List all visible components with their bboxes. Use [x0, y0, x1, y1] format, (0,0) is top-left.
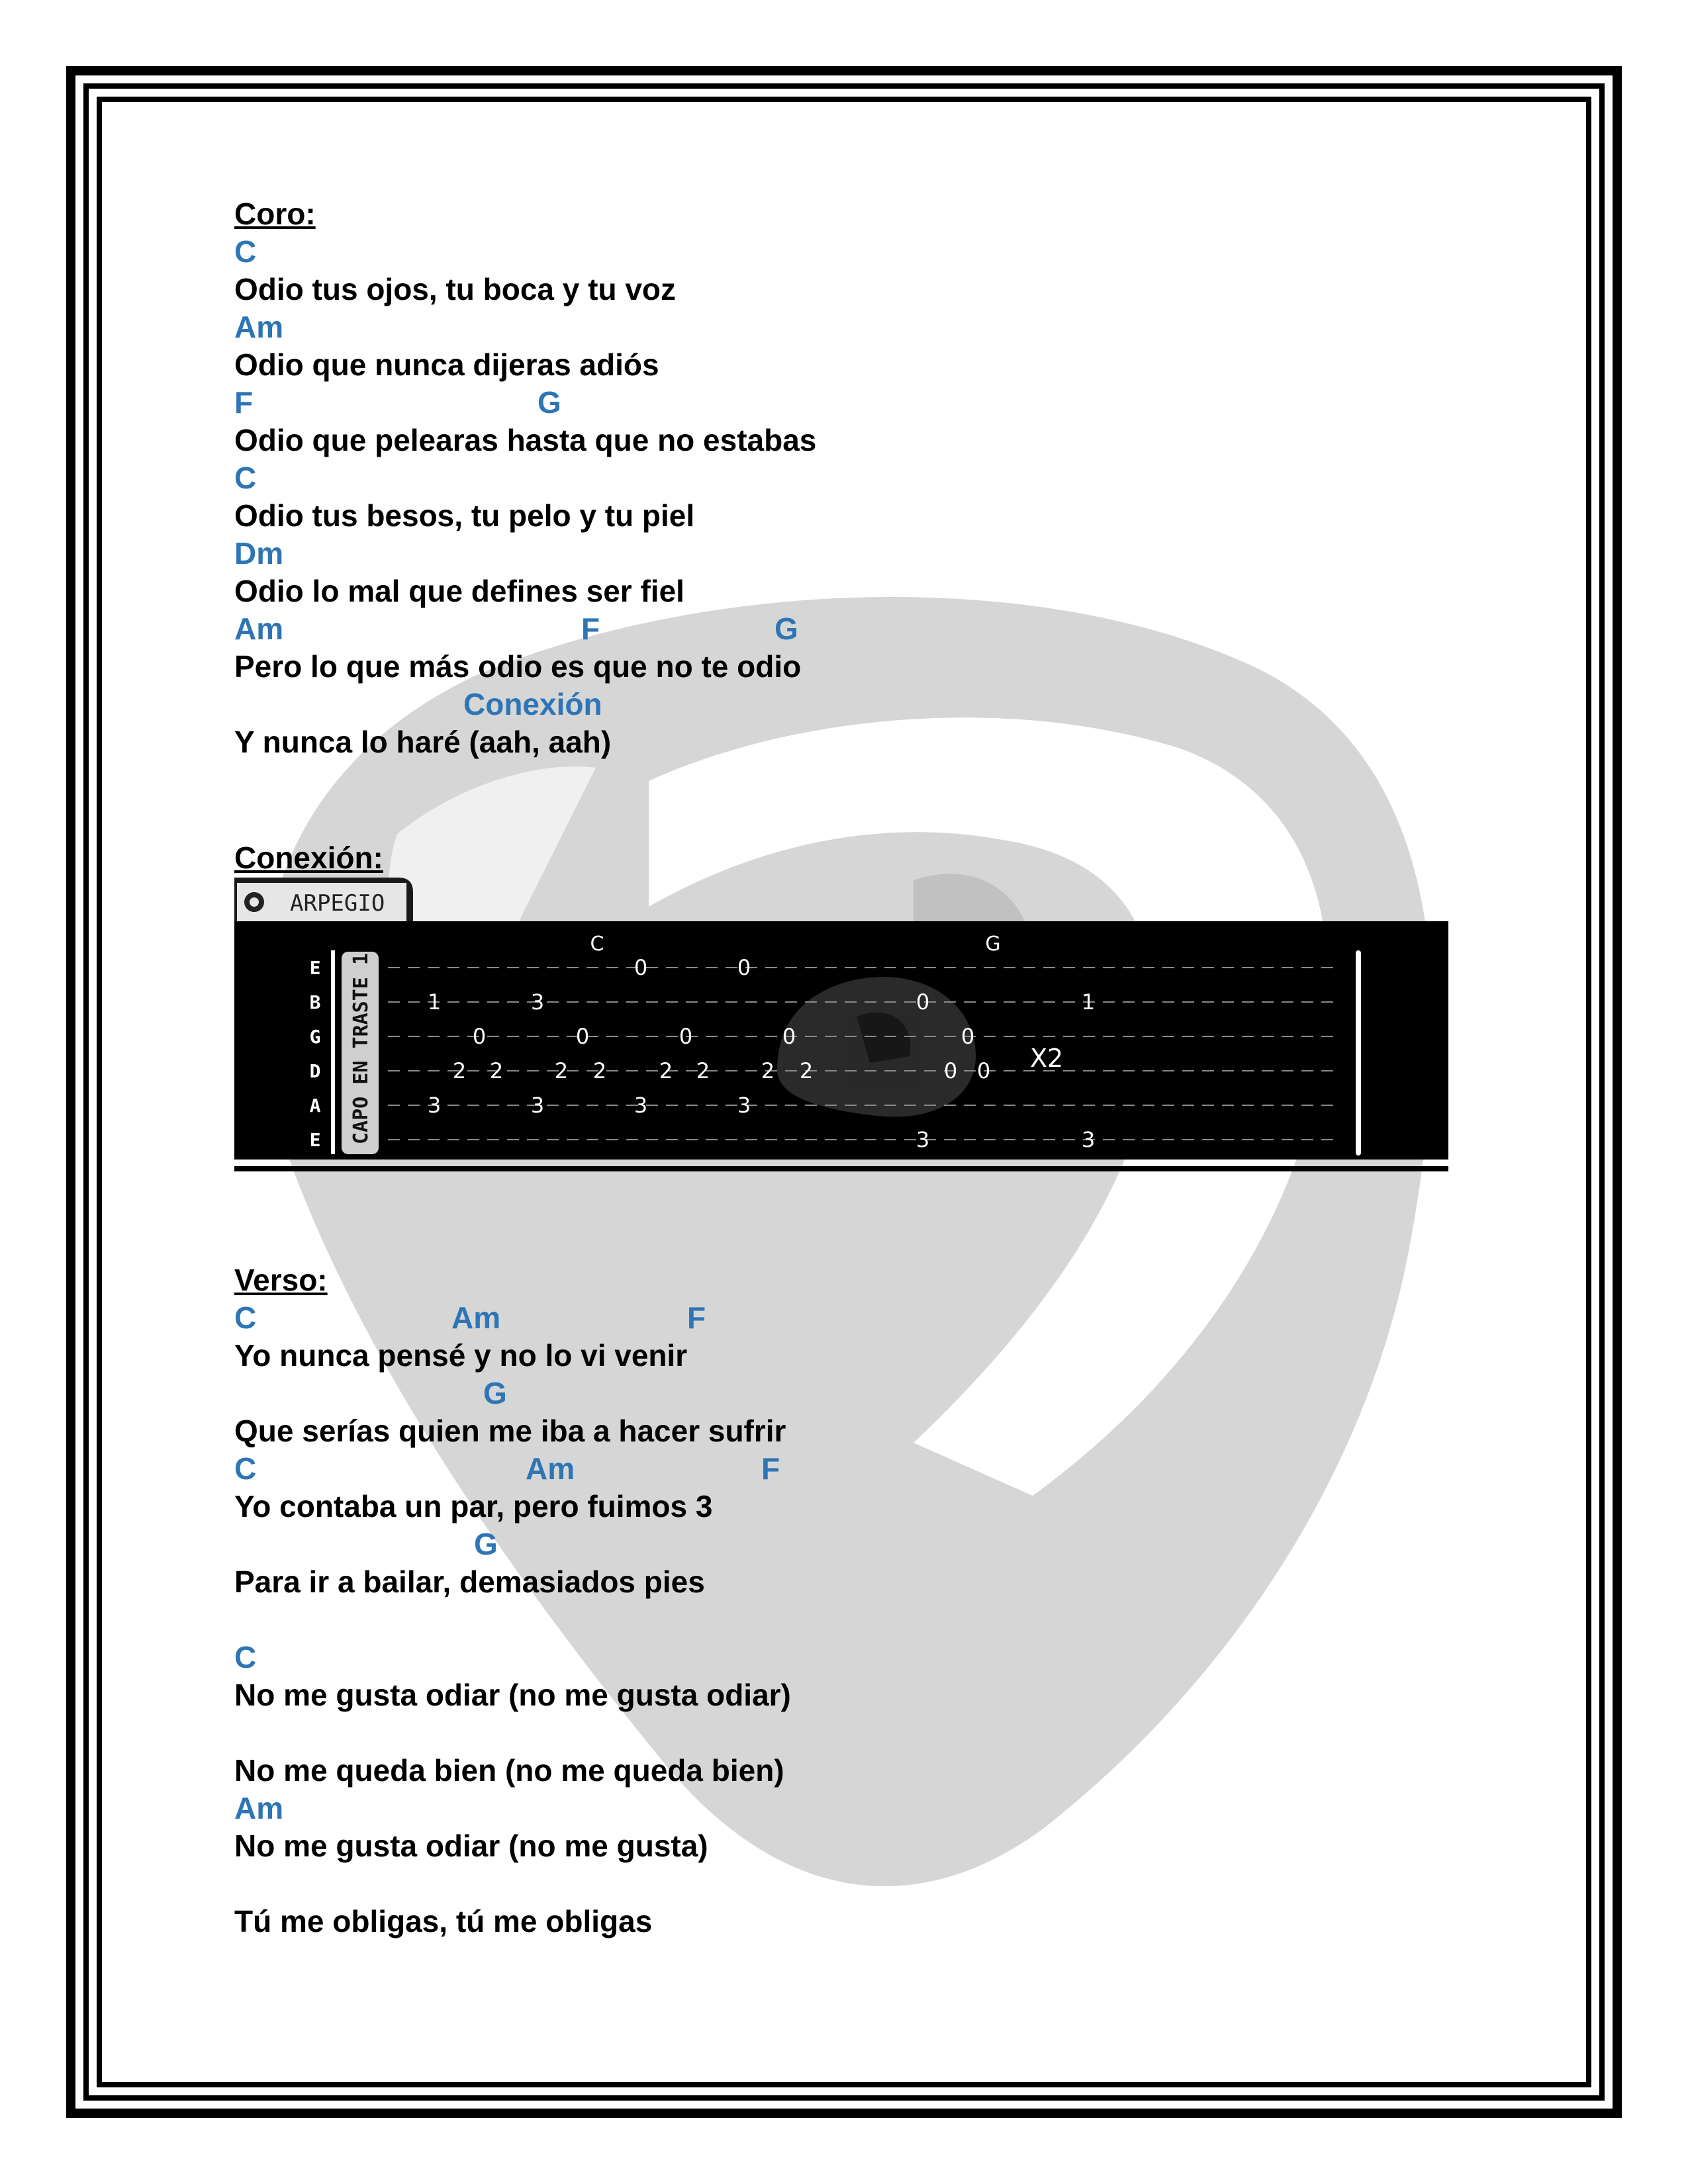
string-name: B	[309, 991, 321, 1013]
arpeggio-label: ARPEGIO	[290, 890, 385, 917]
tab-start-bar	[331, 950, 335, 1154]
connection-heading: Conexión:	[234, 841, 383, 875]
chord: Am	[234, 612, 284, 646]
tab-note: 3	[1081, 1127, 1096, 1152]
tab-note: 3	[427, 1093, 442, 1118]
tab-note: 0	[961, 1024, 975, 1049]
tab-note: 0	[976, 1058, 991, 1083]
chord: F	[687, 1300, 706, 1335]
tab-note: 3	[737, 1093, 751, 1118]
chord: C	[234, 1640, 257, 1674]
chord: F	[761, 1451, 780, 1486]
chord: G	[483, 1376, 507, 1410]
tab-note: 2	[489, 1058, 504, 1083]
tab-chord-label: C	[590, 933, 604, 956]
chord: C	[234, 461, 257, 495]
chord: F	[581, 612, 600, 646]
chord: Dm	[234, 536, 284, 570]
tab-note: 1	[427, 989, 442, 1015]
lyric-line: Odio que pelearas hasta que no estabas	[234, 423, 817, 457]
tab-note: 0	[782, 1024, 796, 1049]
tab-note: 1	[1081, 989, 1096, 1015]
pick-icon-center	[250, 897, 259, 907]
chord: C	[234, 234, 257, 269]
tab-note: 3	[633, 1093, 648, 1118]
chord: G	[774, 612, 798, 646]
tab-note: 3	[530, 1093, 545, 1118]
verse-heading: Verso:	[234, 1263, 328, 1297]
repeat-marker: X2	[1030, 1044, 1064, 1073]
lyric-line: Yo nunca pensé y no lo vi venir	[234, 1338, 688, 1373]
lyric-line: Odio que nunca dijeras adiós	[234, 347, 659, 382]
tab-note: 0	[575, 1024, 590, 1049]
chord: F	[234, 385, 254, 420]
string-name: D	[309, 1060, 321, 1082]
lyric-line: Odio tus ojos, tu boca y tu voz	[234, 272, 677, 306]
chord: Conexión	[463, 687, 602, 721]
tab-end-bar	[1356, 950, 1361, 1156]
chorus-heading: Coro:	[234, 197, 316, 231]
tab-bottom-rule	[234, 1166, 1448, 1171]
chord: Am	[234, 310, 284, 344]
tab-note: 0	[472, 1024, 487, 1049]
chord: C	[234, 1451, 257, 1486]
tab-note: 2	[592, 1058, 607, 1083]
chord: Am	[234, 1791, 284, 1825]
lyric-line: Tú me obligas, tú me obligas	[234, 1904, 653, 1938]
lyric-line: No me gusta odiar (no me gusta odiar)	[234, 1678, 791, 1712]
string-name: G	[309, 1026, 321, 1048]
string-name: E	[309, 1129, 321, 1151]
tab-note: 3	[530, 989, 545, 1015]
lyric-line: Que serías quien me iba a hacer sufrir	[234, 1414, 786, 1448]
tab-note: 0	[633, 955, 648, 980]
guitar-tablature	[234, 878, 1448, 1190]
tab-note: 3	[915, 1127, 930, 1152]
chord: Am	[451, 1300, 501, 1335]
lyric-line: Odio lo mal que defines ser fiel	[234, 574, 684, 608]
capo-label: CAPO EN TRASTE 1	[350, 953, 373, 1144]
string-name: E	[309, 957, 321, 979]
tab-note: 0	[915, 989, 930, 1015]
tab-note: 2	[452, 1058, 467, 1083]
chord: C	[234, 1300, 257, 1335]
lyric-line: Y nunca lo haré (aah, aah)	[234, 725, 612, 759]
chord: Am	[526, 1451, 575, 1486]
tab-note: 0	[737, 955, 751, 980]
lyric-line: No me gusta odiar (no me gusta)	[234, 1829, 708, 1863]
string-name: A	[309, 1095, 321, 1116]
tab-note: 2	[761, 1058, 775, 1083]
lyric-line: Odio tus besos, tu pelo y tu piel	[234, 498, 695, 533]
tab-note: 2	[554, 1058, 569, 1083]
tab-note: 0	[679, 1024, 693, 1049]
lyric-line: No me queda bien (no me queda bien)	[234, 1753, 784, 1788]
tab-chord-label: G	[985, 933, 1001, 956]
lyric-line: Yo contaba un par, pero fuimos 3	[234, 1489, 713, 1524]
tab-note: 2	[696, 1058, 710, 1083]
chord: G	[474, 1527, 498, 1561]
lyric-line: Pero lo que más odio es que no te odio	[234, 649, 802, 684]
tab-note: 2	[799, 1058, 814, 1083]
tab-note: 2	[659, 1058, 673, 1083]
chord: G	[538, 385, 561, 420]
lyric-line: Para ir a bailar, demasiados pies	[234, 1565, 705, 1599]
tab-note: 0	[943, 1058, 958, 1083]
